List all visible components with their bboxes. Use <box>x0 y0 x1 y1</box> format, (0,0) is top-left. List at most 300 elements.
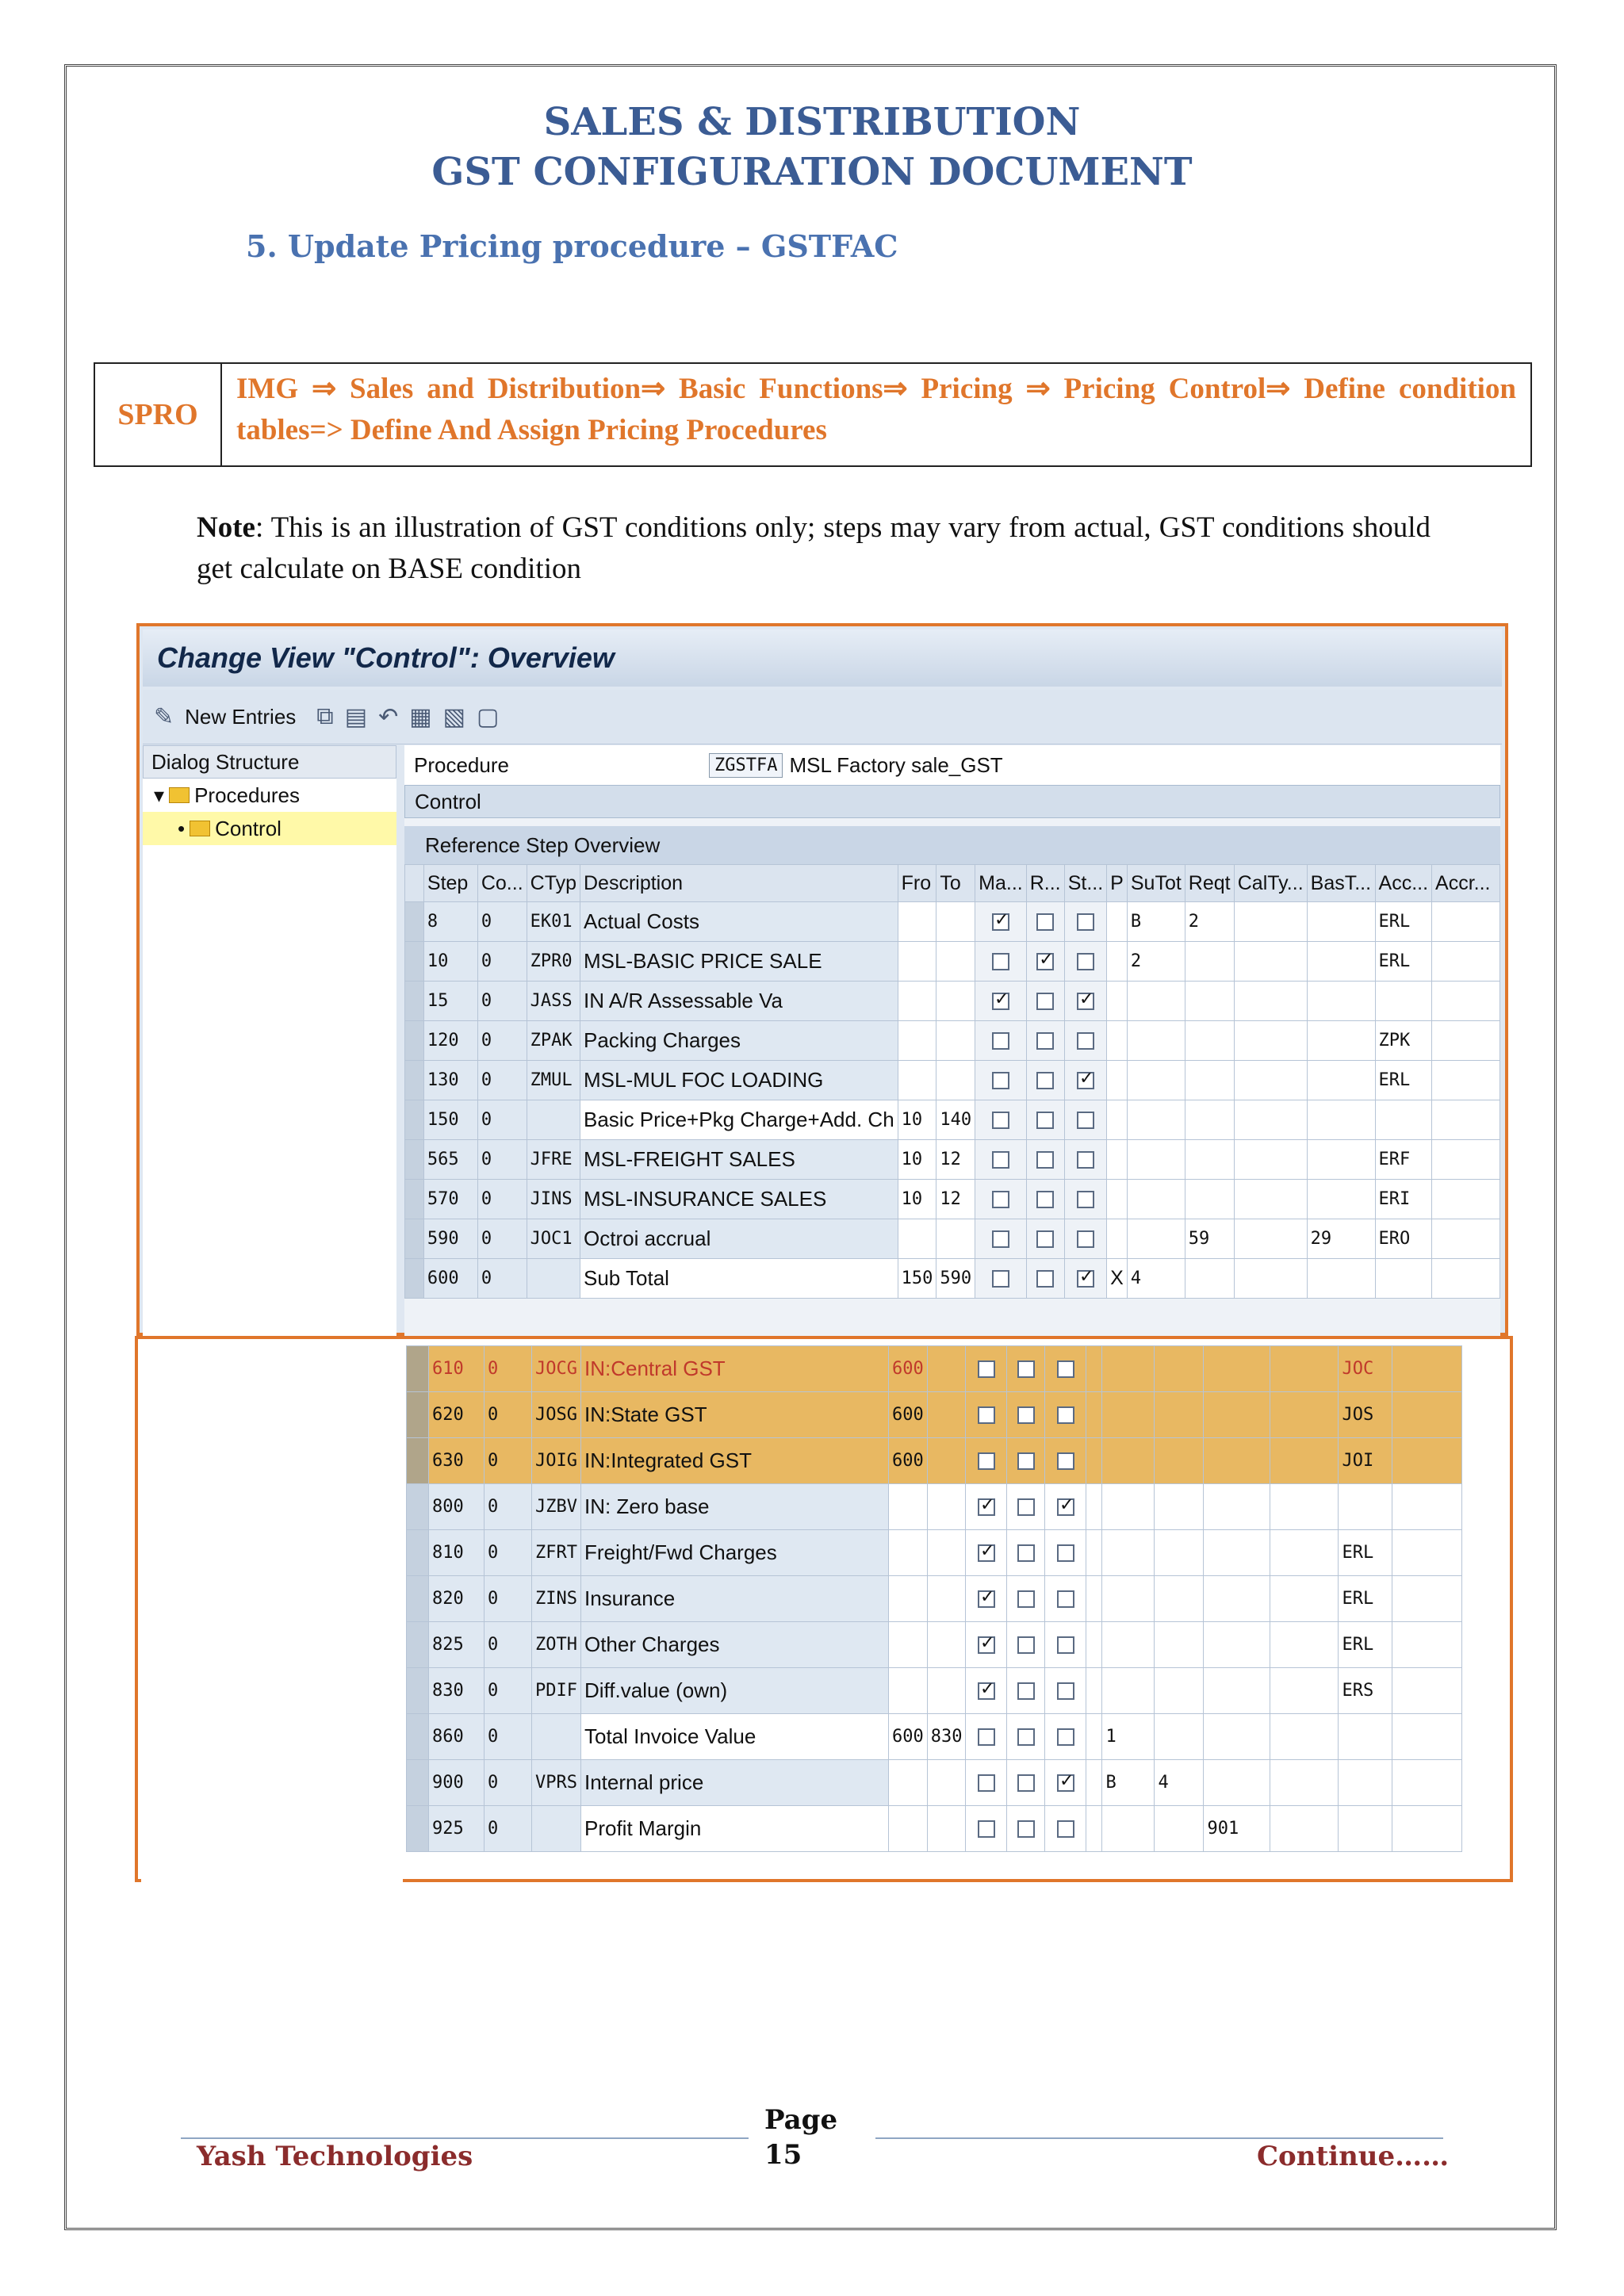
from-cell[interactable] <box>888 1484 927 1530</box>
to-cell[interactable] <box>927 1622 966 1668</box>
row-selector[interactable] <box>407 1438 429 1484</box>
subtotal-cell[interactable] <box>1102 1484 1155 1530</box>
control-tab[interactable]: Control <box>404 785 1500 818</box>
manual-checkbox[interactable] <box>992 993 1009 1010</box>
subtotal-cell[interactable] <box>1127 1061 1185 1100</box>
account-key-cell[interactable]: ERL <box>1375 1061 1432 1100</box>
condition-type-cell[interactable] <box>527 1259 580 1299</box>
requirement-cell[interactable] <box>1185 982 1234 1021</box>
required-checkbox[interactable] <box>1017 1774 1035 1792</box>
manual-checkbox[interactable] <box>992 1230 1009 1248</box>
print-cell[interactable] <box>1107 1219 1128 1259</box>
column-header[interactable]: CalTy... <box>1234 865 1307 902</box>
calc-type-cell[interactable] <box>1234 1061 1307 1100</box>
from-cell[interactable] <box>898 902 936 942</box>
subtotal-cell[interactable]: B <box>1102 1760 1155 1806</box>
accrual-cell[interactable] <box>1432 1219 1500 1259</box>
account-key-cell[interactable]: ERL <box>1375 942 1432 982</box>
condition-type-cell[interactable]: ZOTH <box>532 1622 581 1668</box>
to-cell[interactable] <box>936 942 975 982</box>
row-selector[interactable] <box>405 942 424 982</box>
from-cell[interactable] <box>898 1021 936 1061</box>
to-cell[interactable] <box>936 982 975 1021</box>
print-cell[interactable] <box>1107 1140 1128 1180</box>
statistical-checkbox[interactable] <box>1077 1112 1094 1129</box>
manual-checkbox[interactable] <box>992 1270 1009 1288</box>
subtotal-cell[interactable] <box>1127 982 1185 1021</box>
requirement-cell[interactable] <box>1185 1180 1234 1219</box>
row-selector[interactable] <box>407 1346 429 1392</box>
row-selector[interactable] <box>407 1714 429 1760</box>
base-type-cell[interactable] <box>1270 1576 1339 1622</box>
manual-checkbox[interactable] <box>978 1498 995 1516</box>
required-checkbox[interactable] <box>1036 1151 1054 1169</box>
requirement-cell[interactable] <box>1155 1484 1204 1530</box>
row-selector[interactable] <box>405 1021 424 1061</box>
accrual-cell[interactable] <box>1392 1714 1462 1760</box>
to-cell[interactable] <box>927 1576 966 1622</box>
table-row[interactable] <box>407 1668 1462 1714</box>
account-key-cell[interactable] <box>1375 982 1432 1021</box>
statistical-checkbox[interactable] <box>1077 913 1094 931</box>
required-checkbox[interactable] <box>1017 1498 1035 1516</box>
subtotal-cell[interactable] <box>1102 1392 1155 1438</box>
description-cell[interactable]: IN: Zero base <box>580 1484 888 1530</box>
condition-type-cell[interactable]: PDIF <box>532 1668 581 1714</box>
accrual-cell[interactable] <box>1392 1576 1462 1622</box>
description-cell[interactable]: Internal price <box>580 1760 888 1806</box>
calc-type-cell[interactable] <box>1204 1622 1270 1668</box>
condition-type-cell[interactable]: JFRE <box>527 1140 580 1180</box>
select-block-icon[interactable]: ▧ <box>442 703 465 730</box>
row-selector[interactable] <box>407 1484 429 1530</box>
account-key-cell[interactable] <box>1375 1259 1432 1299</box>
calc-type-cell[interactable] <box>1204 1438 1270 1484</box>
statistical-checkbox[interactable] <box>1057 1544 1074 1562</box>
to-cell[interactable]: 140 <box>936 1100 975 1140</box>
manual-checkbox[interactable] <box>992 1191 1009 1208</box>
calc-type-cell[interactable] <box>1234 1100 1307 1140</box>
requirement-cell[interactable] <box>1185 1100 1234 1140</box>
to-cell[interactable] <box>927 1668 966 1714</box>
procedure-field[interactable]: ZGSTFA <box>709 753 783 778</box>
column-header[interactable]: Reqt <box>1185 865 1234 902</box>
row-selector[interactable] <box>405 1180 424 1219</box>
table-row[interactable] <box>405 1061 1500 1100</box>
calc-type-cell[interactable] <box>1204 1760 1270 1806</box>
row-selector[interactable] <box>407 1668 429 1714</box>
accrual-cell[interactable] <box>1392 1806 1462 1852</box>
print-cell[interactable] <box>1107 902 1128 942</box>
print-cell[interactable] <box>1086 1668 1102 1714</box>
calc-type-cell[interactable] <box>1234 1219 1307 1259</box>
requirement-cell[interactable]: 2 <box>1185 902 1234 942</box>
account-key-cell[interactable]: ERF <box>1375 1140 1432 1180</box>
requirement-cell[interactable] <box>1155 1576 1204 1622</box>
to-cell[interactable] <box>927 1438 966 1484</box>
required-checkbox[interactable] <box>1017 1406 1035 1424</box>
select-all-icon[interactable]: ▦ <box>409 703 432 730</box>
accrual-cell[interactable] <box>1392 1484 1462 1530</box>
to-cell[interactable]: 830 <box>927 1714 966 1760</box>
calc-type-cell[interactable] <box>1204 1484 1270 1530</box>
to-cell[interactable] <box>927 1530 966 1576</box>
subtotal-cell[interactable] <box>1102 1622 1155 1668</box>
accrual-cell[interactable] <box>1432 902 1500 942</box>
required-checkbox[interactable] <box>1036 1112 1054 1129</box>
requirement-cell[interactable] <box>1155 1438 1204 1484</box>
column-header[interactable]: Ma... <box>975 865 1027 902</box>
base-type-cell[interactable] <box>1307 1180 1375 1219</box>
column-header[interactable]: To <box>936 865 975 902</box>
condition-type-cell[interactable]: VPRS <box>532 1760 581 1806</box>
base-type-cell[interactable] <box>1307 1140 1375 1180</box>
to-cell[interactable] <box>927 1806 966 1852</box>
expand-triangle-icon[interactable]: ▾ <box>154 783 165 807</box>
row-selector[interactable] <box>407 1622 429 1668</box>
required-checkbox[interactable] <box>1036 953 1054 970</box>
print-cell[interactable] <box>1086 1530 1102 1576</box>
subtotal-cell[interactable]: 2 <box>1127 942 1185 982</box>
table-row[interactable] <box>407 1392 1462 1438</box>
statistical-checkbox[interactable] <box>1057 1728 1074 1746</box>
print-cell[interactable] <box>1107 1061 1128 1100</box>
column-header[interactable]: Co... <box>477 865 527 902</box>
to-cell[interactable] <box>936 1061 975 1100</box>
base-type-cell[interactable] <box>1307 982 1375 1021</box>
table-row[interactable] <box>405 1259 1500 1299</box>
description-cell[interactable]: Total Invoice Value <box>580 1714 888 1760</box>
to-cell[interactable] <box>927 1346 966 1392</box>
required-checkbox[interactable] <box>1036 1191 1054 1208</box>
requirement-cell[interactable] <box>1155 1806 1204 1852</box>
accrual-cell[interactable] <box>1432 1259 1500 1299</box>
from-cell[interactable] <box>888 1760 927 1806</box>
statistical-checkbox[interactable] <box>1077 1191 1094 1208</box>
row-selector[interactable] <box>405 1061 424 1100</box>
print-cell[interactable] <box>1086 1346 1102 1392</box>
calc-type-cell[interactable] <box>1204 1530 1270 1576</box>
print-cell[interactable] <box>1086 1392 1102 1438</box>
base-type-cell[interactable] <box>1270 1760 1339 1806</box>
row-selector[interactable] <box>405 982 424 1021</box>
from-cell[interactable]: 600 <box>888 1714 927 1760</box>
row-selector[interactable] <box>407 1530 429 1576</box>
print-cell[interactable] <box>1086 1622 1102 1668</box>
description-cell[interactable]: IN:State GST <box>580 1392 888 1438</box>
statistical-checkbox[interactable] <box>1057 1636 1074 1654</box>
manual-checkbox[interactable] <box>978 1452 995 1470</box>
subtotal-cell[interactable]: B <box>1127 902 1185 942</box>
table-row[interactable] <box>407 1714 1462 1760</box>
row-selector[interactable] <box>405 1100 424 1140</box>
column-header[interactable]: CTyp <box>527 865 580 902</box>
requirement-cell[interactable] <box>1155 1714 1204 1760</box>
calc-type-cell[interactable] <box>1204 1668 1270 1714</box>
base-type-cell[interactable] <box>1307 1100 1375 1140</box>
accrual-cell[interactable] <box>1392 1530 1462 1576</box>
requirement-cell[interactable] <box>1155 1668 1204 1714</box>
base-type-cell[interactable] <box>1307 1061 1375 1100</box>
account-key-cell[interactable]: ERL <box>1375 902 1432 942</box>
accrual-cell[interactable] <box>1432 942 1500 982</box>
required-checkbox[interactable] <box>1036 1270 1054 1288</box>
required-checkbox[interactable] <box>1036 1072 1054 1089</box>
calc-type-cell[interactable] <box>1234 902 1307 942</box>
calc-type-cell[interactable]: 901 <box>1204 1806 1270 1852</box>
column-header[interactable]: St... <box>1064 865 1106 902</box>
table-row[interactable] <box>405 982 1500 1021</box>
print-cell[interactable] <box>1086 1576 1102 1622</box>
delete-icon[interactable]: ▤ <box>344 703 368 730</box>
required-checkbox[interactable] <box>1017 1452 1035 1470</box>
column-header[interactable]: Description <box>580 865 898 902</box>
base-type-cell[interactable] <box>1270 1438 1339 1484</box>
description-cell[interactable]: Sub Total <box>580 1259 898 1299</box>
statistical-checkbox[interactable] <box>1077 1151 1094 1169</box>
row-selector[interactable] <box>407 1760 429 1806</box>
manual-checkbox[interactable] <box>992 913 1009 931</box>
column-header[interactable]: SuTot <box>1127 865 1185 902</box>
statistical-checkbox[interactable] <box>1077 1032 1094 1050</box>
account-key-cell[interactable] <box>1339 1714 1392 1760</box>
required-checkbox[interactable] <box>1036 1230 1054 1248</box>
requirement-cell[interactable] <box>1155 1392 1204 1438</box>
account-key-cell[interactable]: ERS <box>1339 1668 1392 1714</box>
description-cell[interactable]: Actual Costs <box>580 902 898 942</box>
from-cell[interactable] <box>888 1576 927 1622</box>
from-cell[interactable]: 600 <box>888 1346 927 1392</box>
subtotal-cell[interactable]: 4 <box>1127 1259 1185 1299</box>
accrual-cell[interactable] <box>1392 1668 1462 1714</box>
from-cell[interactable] <box>898 1219 936 1259</box>
statistical-checkbox[interactable] <box>1057 1452 1074 1470</box>
to-cell[interactable] <box>927 1392 966 1438</box>
calc-type-cell[interactable] <box>1204 1576 1270 1622</box>
column-header[interactable]: P <box>1107 865 1128 902</box>
account-key-cell[interactable] <box>1339 1806 1392 1852</box>
manual-checkbox[interactable] <box>992 1072 1009 1089</box>
accrual-cell[interactable] <box>1432 1021 1500 1061</box>
condition-type-cell[interactable]: ZFRT <box>532 1530 581 1576</box>
requirement-cell[interactable] <box>1185 1021 1234 1061</box>
base-type-cell[interactable] <box>1270 1714 1339 1760</box>
table-row[interactable] <box>407 1484 1462 1530</box>
manual-checkbox[interactable] <box>978 1590 995 1608</box>
requirement-cell[interactable]: 4 <box>1155 1760 1204 1806</box>
description-cell[interactable]: Packing Charges <box>580 1021 898 1061</box>
accrual-cell[interactable] <box>1432 1061 1500 1100</box>
calc-type-cell[interactable] <box>1234 1180 1307 1219</box>
account-key-cell[interactable]: ERL <box>1339 1576 1392 1622</box>
row-selector[interactable] <box>405 902 424 942</box>
to-cell[interactable] <box>927 1484 966 1530</box>
print-cell[interactable] <box>1107 942 1128 982</box>
accrual-cell[interactable] <box>1432 1100 1500 1140</box>
accrual-cell[interactable] <box>1392 1346 1462 1392</box>
manual-checkbox[interactable] <box>978 1360 995 1378</box>
deselect-all-icon[interactable]: ▢ <box>476 703 500 730</box>
subtotal-cell[interactable]: 1 <box>1102 1714 1155 1760</box>
statistical-checkbox[interactable] <box>1057 1774 1074 1792</box>
account-key-cell[interactable] <box>1339 1484 1392 1530</box>
row-selector[interactable] <box>407 1392 429 1438</box>
from-cell[interactable]: 150 <box>898 1259 936 1299</box>
calc-type-cell[interactable] <box>1234 1021 1307 1061</box>
row-selector[interactable] <box>405 1219 424 1259</box>
from-cell[interactable]: 10 <box>898 1180 936 1219</box>
requirement-cell[interactable] <box>1185 942 1234 982</box>
to-cell[interactable] <box>936 1021 975 1061</box>
required-checkbox[interactable] <box>1017 1360 1035 1378</box>
required-checkbox[interactable] <box>1036 913 1054 931</box>
table-row[interactable] <box>407 1806 1462 1852</box>
required-checkbox[interactable] <box>1017 1590 1035 1608</box>
description-cell[interactable]: Insurance <box>580 1576 888 1622</box>
column-header[interactable]: R... <box>1026 865 1064 902</box>
statistical-checkbox[interactable] <box>1057 1820 1074 1838</box>
statistical-checkbox[interactable] <box>1057 1682 1074 1700</box>
description-cell[interactable]: MSL-BASIC PRICE SALE <box>580 942 898 982</box>
base-type-cell[interactable] <box>1270 1668 1339 1714</box>
requirement-cell[interactable] <box>1185 1140 1234 1180</box>
calc-type-cell[interactable] <box>1204 1392 1270 1438</box>
accrual-cell[interactable] <box>1392 1392 1462 1438</box>
condition-type-cell[interactable] <box>527 1100 580 1140</box>
row-selector[interactable] <box>405 1259 424 1299</box>
base-type-cell[interactable] <box>1270 1622 1339 1668</box>
condition-type-cell[interactable]: JOSG <box>532 1392 581 1438</box>
calc-type-cell[interactable] <box>1204 1714 1270 1760</box>
from-cell[interactable]: 600 <box>888 1438 927 1484</box>
from-cell[interactable]: 600 <box>888 1392 927 1438</box>
description-cell[interactable]: IN:Central GST <box>580 1346 888 1392</box>
statistical-checkbox[interactable] <box>1077 1270 1094 1288</box>
requirement-cell[interactable] <box>1185 1061 1234 1100</box>
statistical-checkbox[interactable] <box>1057 1590 1074 1608</box>
table-row[interactable] <box>405 1021 1500 1061</box>
requirement-cell[interactable] <box>1155 1622 1204 1668</box>
account-key-cell[interactable]: JOS <box>1339 1392 1392 1438</box>
condition-type-cell[interactable]: JINS <box>527 1180 580 1219</box>
column-header[interactable]: Accr... <box>1432 865 1500 902</box>
account-key-cell[interactable]: JOI <box>1339 1438 1392 1484</box>
description-cell[interactable]: MSL-INSURANCE SALES <box>580 1180 898 1219</box>
statistical-checkbox[interactable] <box>1077 953 1094 970</box>
condition-type-cell[interactable]: ZINS <box>532 1576 581 1622</box>
select-all-header[interactable] <box>405 865 424 902</box>
requirement-cell[interactable] <box>1155 1530 1204 1576</box>
undo-icon[interactable]: ↶ <box>378 703 399 730</box>
to-cell[interactable]: 12 <box>936 1140 975 1180</box>
table-row[interactable] <box>405 1100 1500 1140</box>
from-cell[interactable] <box>888 1668 927 1714</box>
base-type-cell[interactable] <box>1270 1806 1339 1852</box>
base-type-cell[interactable] <box>1270 1530 1339 1576</box>
description-cell[interactable]: IN A/R Assessable Va <box>580 982 898 1021</box>
required-checkbox[interactable] <box>1017 1728 1035 1746</box>
calc-type-cell[interactable] <box>1234 942 1307 982</box>
requirement-cell[interactable] <box>1185 1259 1234 1299</box>
manual-checkbox[interactable] <box>978 1820 995 1838</box>
condition-type-cell[interactable]: JZBV <box>532 1484 581 1530</box>
table-row[interactable] <box>407 1760 1462 1806</box>
condition-type-cell[interactable]: ZPR0 <box>527 942 580 982</box>
statistical-checkbox[interactable] <box>1057 1498 1074 1516</box>
print-cell[interactable] <box>1086 1760 1102 1806</box>
subtotal-cell[interactable] <box>1102 1576 1155 1622</box>
column-header[interactable]: BasT... <box>1307 865 1375 902</box>
subtotal-cell[interactable] <box>1127 1100 1185 1140</box>
subtotal-cell[interactable] <box>1102 1346 1155 1392</box>
accrual-cell[interactable] <box>1432 982 1500 1021</box>
table-row[interactable] <box>407 1346 1462 1392</box>
print-cell[interactable] <box>1107 1100 1128 1140</box>
subtotal-cell[interactable] <box>1127 1021 1185 1061</box>
requirement-cell[interactable]: 59 <box>1185 1219 1234 1259</box>
statistical-checkbox[interactable] <box>1057 1406 1074 1424</box>
from-cell[interactable] <box>888 1530 927 1576</box>
table-row[interactable] <box>407 1622 1462 1668</box>
to-cell[interactable] <box>936 1219 975 1259</box>
from-cell[interactable] <box>898 1061 936 1100</box>
table-row[interactable] <box>405 1219 1500 1259</box>
account-key-cell[interactable]: ERO <box>1375 1219 1432 1259</box>
base-type-cell[interactable] <box>1307 942 1375 982</box>
table-row[interactable] <box>405 1180 1500 1219</box>
tree-item-control[interactable] <box>143 812 396 845</box>
condition-type-cell[interactable]: EK01 <box>527 902 580 942</box>
from-cell[interactable] <box>898 982 936 1021</box>
required-checkbox[interactable] <box>1017 1544 1035 1562</box>
required-checkbox[interactable] <box>1036 993 1054 1010</box>
account-key-cell[interactable]: ERL <box>1339 1622 1392 1668</box>
description-cell[interactable]: Octroi accrual <box>580 1219 898 1259</box>
new-entries-button[interactable]: New Entries <box>185 704 297 729</box>
base-type-cell[interactable]: 29 <box>1307 1219 1375 1259</box>
subtotal-cell[interactable] <box>1127 1219 1185 1259</box>
account-key-cell[interactable] <box>1375 1100 1432 1140</box>
condition-type-cell[interactable]: JOIG <box>532 1438 581 1484</box>
subtotal-cell[interactable] <box>1102 1668 1155 1714</box>
required-checkbox[interactable] <box>1017 1636 1035 1654</box>
description-cell[interactable]: IN:Integrated GST <box>580 1438 888 1484</box>
print-cell[interactable] <box>1086 1484 1102 1530</box>
table-row[interactable] <box>407 1576 1462 1622</box>
statistical-checkbox[interactable] <box>1057 1360 1074 1378</box>
from-cell[interactable] <box>888 1622 927 1668</box>
account-key-cell[interactable]: ZPK <box>1375 1021 1432 1061</box>
print-cell[interactable] <box>1086 1806 1102 1852</box>
print-cell[interactable] <box>1086 1714 1102 1760</box>
condition-type-cell[interactable]: JOCG <box>532 1346 581 1392</box>
table-row[interactable] <box>405 1140 1500 1180</box>
description-cell[interactable]: Profit Margin <box>580 1806 888 1852</box>
required-checkbox[interactable] <box>1017 1820 1035 1838</box>
requirement-cell[interactable] <box>1155 1346 1204 1392</box>
manual-checkbox[interactable] <box>992 953 1009 970</box>
calc-type-cell[interactable] <box>1234 982 1307 1021</box>
account-key-cell[interactable]: ERI <box>1375 1180 1432 1219</box>
print-cell[interactable] <box>1107 1021 1128 1061</box>
manual-checkbox[interactable] <box>978 1682 995 1700</box>
to-cell[interactable] <box>927 1760 966 1806</box>
manual-checkbox[interactable] <box>992 1032 1009 1050</box>
description-cell[interactable]: MSL-FREIGHT SALES <box>580 1140 898 1180</box>
glasses-icon[interactable]: ✎ <box>154 703 174 730</box>
condition-type-cell[interactable]: JOC1 <box>527 1219 580 1259</box>
print-cell[interactable] <box>1086 1438 1102 1484</box>
